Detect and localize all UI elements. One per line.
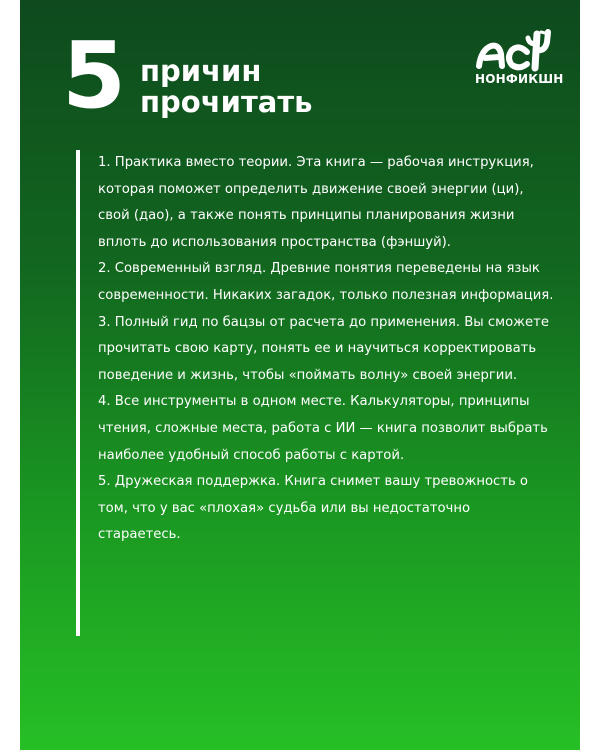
publisher-logo-subtitle: НОНФИКШН	[475, 72, 564, 86]
headline-title-line-2: прочитать	[140, 85, 313, 119]
reason-item: 5. Дружеская поддержка. Книга снимет вашу тревожность о том, что у вас «плохая» судьба или вы недостаточно стараетесь.	[98, 474, 528, 543]
accent-bar	[76, 150, 80, 636]
reasons-list	[98, 150, 556, 549]
reasons-block	[76, 150, 556, 636]
headline-title-line-1: причин	[140, 54, 262, 88]
cactus-icon	[475, 22, 565, 74]
reason-item: 1. Практика вместо теории. Эта книга — рабочая инструкция, которая поможет определить движение своей энергии (ци), свой (дао), а также понять принципы планирования жизни вплоть до использования пространства (фэншуй).	[98, 155, 534, 250]
headline-number: 5	[62, 22, 125, 129]
publisher-logo	[475, 22, 565, 96]
reason-item: 4. Все инструменты в одном месте. Калькуляторы, принципы чтения, сложные места, работа с ИИ — книга позволит выбрать наиболее удобный способ работы с картой.	[98, 394, 548, 463]
book-page	[20, 0, 580, 750]
reason-item: 3. Полный гид по бацзы от расчета до применения. Вы сможете прочитать свою карту, понять ее и научиться корректировать поведение и жизнь, чтобы «поймать волну» своей энергии.	[98, 314, 549, 383]
reason-item: 2. Современный взгляд. Древние понятия переведены на язык современности. Никаких загадок, только полезная информация.	[98, 261, 554, 303]
headline-title	[140, 56, 312, 118]
